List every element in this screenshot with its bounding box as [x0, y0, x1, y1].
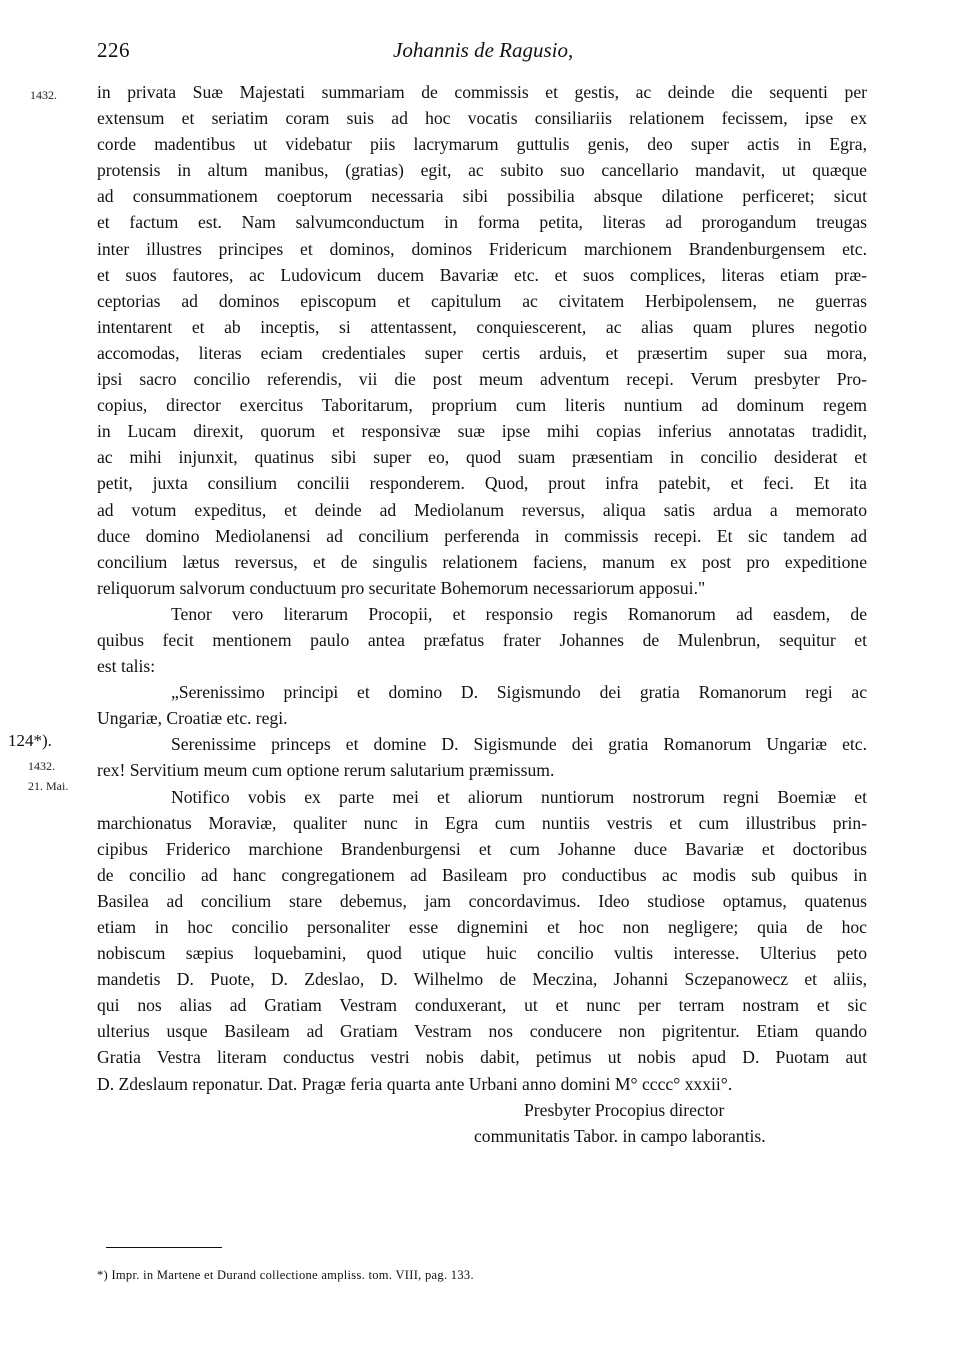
text-line: etiam in hoc concilio personaliter esse dignemini et hoc non negligere; quia de hoc — [97, 917, 867, 937]
text-line: ceptorias ad dominos episcopum et capitulum ac civitatem Herbipolensem, ne guerras — [97, 290, 867, 311]
text-line: Serenissime princeps et domine D. Sigismunde dei gratia Romanorum Ungariæ etc. — [171, 734, 867, 755]
text-line: Gratia Vestra literam conductus vestri nobis dabit, petimus ut nobis apud D. Puotam aut — [97, 1047, 867, 1068]
margin-document-date: 21. Mai. — [28, 779, 69, 793]
text-line: et factum est. Nam salvumconductum in forma petita, literas ad prorogandum treugas — [97, 212, 867, 233]
text-line: de concilio ad hanc congregationem ad Basileam pro conductibus ac modis sub quibus in — [97, 864, 867, 885]
text-line: mandetis D. Puote, D. Zdeslao, D. Wilhelmo de Meczina, Johanni Sczepanowecz et aliis, — [97, 969, 867, 990]
text-line: duce domino Mediolanensi ad concilium perferenda in commissis recepi. Et sic tandem ad — [97, 525, 867, 546]
text-line: concilium lætus reversus, et de singulis relationem faciens, manum ex post pro expeditione — [97, 551, 867, 572]
text-line: inter illustres principes et dominos, dominos Fridericum marchionem Brandenburgensem etc. — [97, 238, 867, 259]
text-line: qui nos alias ad Gratiam Vestram conduxerant, ut et nunc per terram nostram et sic — [97, 995, 867, 1016]
text-line: ulterius usque Basileam ad Gratiam Vestram nos conducere non pigritentur. Etiam quando — [97, 1021, 867, 1042]
text-line: ac mihi injunxit, quatinus sibi super eo, quod suam præsentiam in concilio desiderat et — [97, 447, 867, 468]
text-line: Tenor vero literarum Procopii, et responsio regis Romanorum ad easdem, de — [171, 603, 867, 624]
text-line: ad votum expeditus, et deinde ad Mediolanum reversus, aliqua satis ardua a memorato — [97, 499, 867, 520]
text-line: extensum et seriatim coram suis ad hoc vocatis consiliariis relationem fecissem, ipse ex — [97, 108, 867, 129]
signature-line: communitatis Tabor. in campo laborantis. — [474, 1125, 766, 1146]
text-line: et suos fautores, ac Ludovicum ducem Bavariæ etc. et suos complices, literas etiam præ- — [97, 264, 867, 285]
margin-document-year: 1432. — [28, 759, 55, 773]
text-line: Ungariæ, Croatiæ etc. regi. — [97, 708, 288, 729]
signature-line: Presbyter Procopius director — [524, 1099, 725, 1120]
text-line: cipibus Friderico marchione Brandenburgensi et cum Johanne duce Bavariæ et doctoribus — [97, 838, 867, 859]
page-number: 226 — [97, 38, 130, 62]
text-line: protensis in altum manibus, (gratias) egit, ac subito suo cancellario mandavit, ut quæque — [97, 160, 867, 181]
text-line: corde madentibus ut videbatur piis lacrymarum guttulis genis, deo super actis in Egra, — [97, 134, 867, 155]
text-line: Basilea ad concilium stare debemus, jam concordavimus. Ideo studiose optamus, quatenus — [97, 890, 867, 911]
text-line: intentarent et ab inceptis, si attentassent, conquiescerent, ac alias quam plures negotio — [97, 316, 867, 337]
text-line: copius, director exercitus Taboritarum, proprium cum literis nuntium ad dominum regem — [97, 395, 867, 416]
text-line: D. Zdeslaum reponatur. Dat. Pragæ feria quarta ante Urbani anno domini M° cccc° xxxii°. — [97, 1073, 733, 1094]
footnote: *) Impr. in Martene et Durand collectione ampliss. tom. VIII, pag. 133. — [97, 1268, 474, 1282]
text-line: est talis: — [97, 656, 156, 677]
text-line: rex! Servitium meum cum optione rerum salutarium præmissum. — [97, 760, 555, 781]
running-title: Johannis de Ragusio, — [393, 38, 574, 62]
text-line: reliquorum salvorum conductuum pro securitate Bohemorum necessariorum apposui." — [97, 577, 706, 598]
text-line: nobiscum sæpius loquebamini, quod utique huic concilio vultis interesse. Ulterius peto — [97, 943, 867, 964]
body-text — [97, 79, 867, 1149]
text-line: petit, juxta consilium concilii responderem. Quod, prout infra patebit, et feci. Et ita — [97, 473, 867, 494]
margin-year: 1432. — [30, 88, 57, 102]
footnote-divider — [106, 1247, 222, 1248]
text-line: „Serenissimo principi et domino D. Sigismundo dei gratia Romanorum regi ac — [171, 682, 867, 703]
text-line: ad consummationem coeptorum necessaria sibi possibilia absque dilatione perficeret; sicut — [97, 186, 867, 207]
text-line: marchionatus Moraviæ, qualiter nunc in Egra cum nuntiis vestris et cum illustribus prin- — [97, 812, 867, 833]
text-line: Notifico vobis ex parte mei et aliorum nuntiorum nostrorum regni Boemiæ et — [171, 786, 867, 807]
text-line: accomodas, literas eciam credentiales super certis arduis, et præsertim super sua mora, — [97, 342, 867, 363]
text-line: quibus fecit mentionem paulo antea præfatus frater Johannes de Mulenbrun, sequitur et — [97, 629, 867, 650]
text-line: ipsi sacro concilio referendis, vii die post meum adventum recepi. Verum presbyter Pro- — [97, 369, 867, 390]
text-line: in Lucam direxit, quorum et responsivæ suæ ipse mihi copias inferius annotatas tradidit, — [97, 421, 867, 442]
margin-document-number: 124*). — [8, 731, 52, 750]
text-line: in privata Suæ Majestati summariam de commissis et gestis, ac deinde die sequenti per — [97, 82, 867, 102]
